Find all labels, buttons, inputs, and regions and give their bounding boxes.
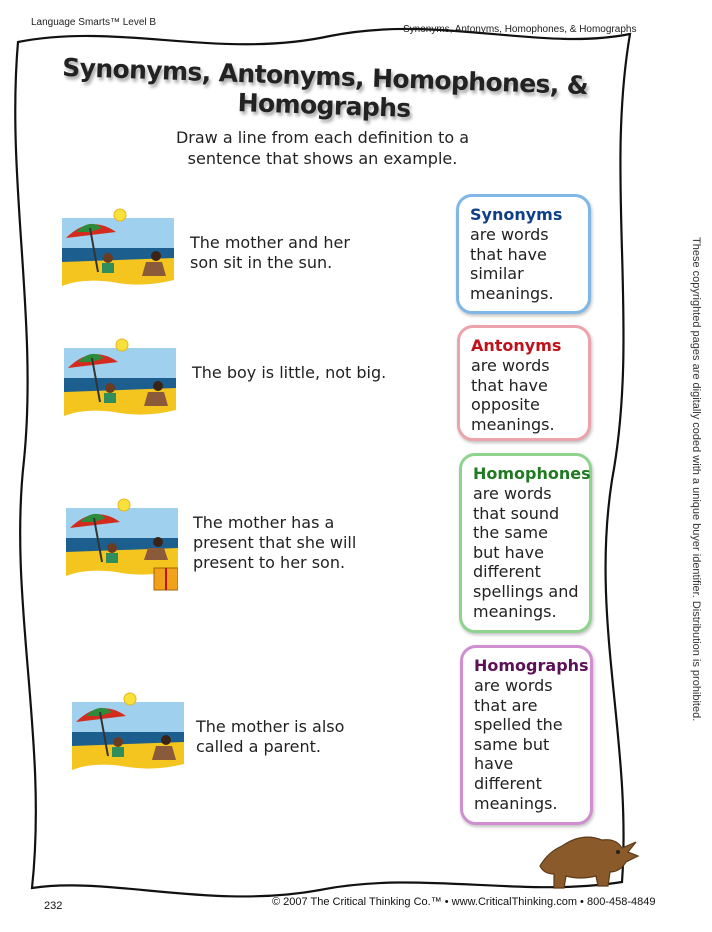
definition-card-synonyms	[456, 194, 591, 314]
definition-term: Homographs	[474, 656, 589, 675]
definition-card-homophones	[459, 453, 592, 633]
header-right: Synonyms, Antonyms, Homophones, & Homographs	[403, 24, 637, 35]
triceratops-icon	[536, 822, 642, 890]
definition-text: are words that have opposite meanings.	[471, 356, 555, 434]
copyright-side-note: These copyrighted pages are digitally coded with a unique buyer identifier. Distribution is prohibited.	[690, 237, 702, 722]
footer-copyright: © 2007 The Critical Thinking Co.™ • www.CriticalThinking.com • 800-458-4849	[272, 896, 656, 908]
sentence-2: The boy is little, not big.	[192, 363, 387, 382]
definition-text: are words that have similar meanings.	[470, 225, 554, 303]
definition-text: are words that sound the same but have different spellings and meanings.	[473, 484, 579, 621]
beach-scene-image	[64, 338, 176, 418]
beach-scene-image	[62, 208, 174, 288]
definition-card-antonyms	[457, 325, 591, 441]
beach-scene-with-present-image	[66, 498, 178, 594]
definition-card-homographs	[460, 645, 593, 825]
definition-term: Homophones	[473, 464, 591, 483]
instructions: Draw a line from each definition to a sentence that shows an example.	[175, 128, 470, 168]
definition-text: are words that are spelled the same but have different meanings.	[474, 676, 563, 813]
sentence-1: The mother and her son sit in the sun.	[190, 233, 350, 272]
sentence-3: The mother has a present that she will present to her son.	[193, 513, 357, 572]
definition-term: Synonyms	[470, 205, 563, 224]
sentence-4: The mother is also called a parent.	[196, 717, 345, 756]
header-left: Language Smarts™ Level B	[31, 17, 157, 28]
page-title: Synonyms, Antonyms, Homophones, & Homographs	[61, 52, 589, 123]
page-number: 232	[44, 900, 63, 912]
definition-term: Antonyms	[471, 336, 562, 355]
beach-scene-image	[72, 692, 184, 772]
